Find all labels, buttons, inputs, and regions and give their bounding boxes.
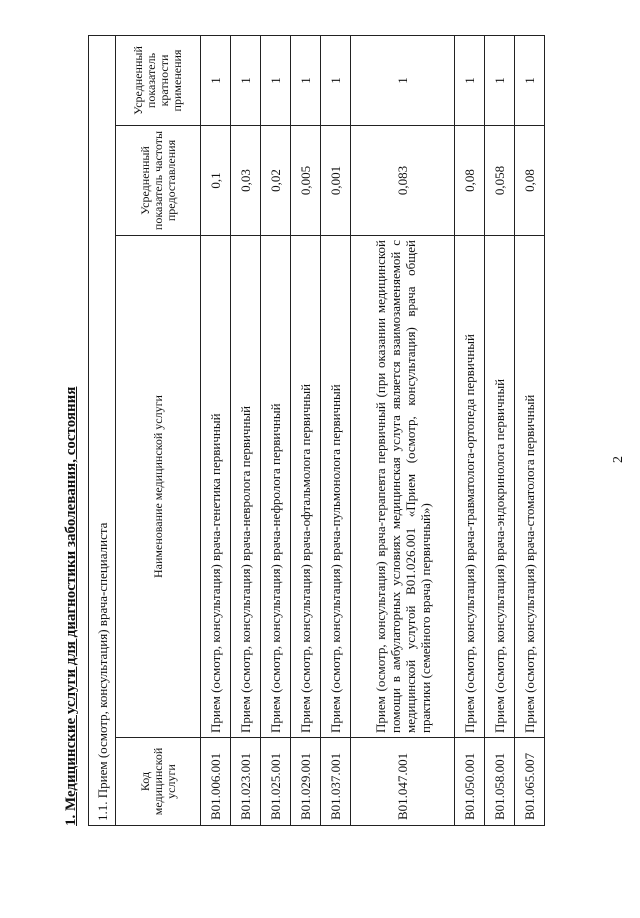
table-row (321, 35, 351, 825)
name-cell: Прием (осмотр, консультация) врача-невролога первичный (231, 236, 261, 738)
section-title: 1. Медицинские услуги для диагностики заболевания, состояния (63, 386, 79, 826)
code-cell: B01.023.001 (231, 738, 261, 826)
name-cell: Прием (осмотр, консультация) врача-терапевта первичный (при оказании медицинской помощи в амбулаторных условиях медицинская услуга является взаимозаменяемой с медицинской услугой B01.026.001 «Прием (осмотр, консультация) врача общей практики (семейного врача) первичный») (351, 236, 455, 738)
table-row (455, 35, 485, 825)
table-row (485, 35, 515, 825)
frequency-cell: 0,08 (455, 126, 485, 236)
name-cell: Прием (осмотр, консультация) врача-офтальмолога первичный (291, 236, 321, 738)
table-row (261, 35, 291, 825)
multiplicity-cell: 1 (351, 35, 455, 125)
name-cell: Прием (осмотр, консультация) врача-пульмонолога первичный (321, 236, 351, 738)
name-cell: Прием (осмотр, консультация) врача-травматолога-ортопеда первичный (455, 236, 485, 738)
table-row (291, 35, 321, 825)
frequency-cell: 0,03 (231, 126, 261, 236)
code-cell: B01.058.001 (485, 738, 515, 826)
services-table (88, 35, 545, 826)
header-frequency: Усредненный показатель частоты предоставления (116, 126, 201, 236)
code-cell: B01.047.001 (351, 738, 455, 826)
name-cell: Прием (осмотр, консультация) врача-эндокринолога первичный (485, 236, 515, 738)
header-row (116, 35, 201, 825)
frequency-cell: 0,02 (261, 126, 291, 236)
name-cell: Прием (осмотр, консультация) врача-генетика первичный (201, 236, 231, 738)
frequency-cell: 0,058 (485, 126, 515, 236)
frequency-cell: 0,005 (291, 126, 321, 236)
subsection-title: 1.1. Прием (осмотр, консультация) врача-специалиста (89, 35, 116, 825)
header-multiplicity: Усредненный показатель кратности применения (116, 35, 201, 125)
multiplicity-cell: 1 (231, 35, 261, 125)
multiplicity-cell: 1 (321, 35, 351, 125)
code-cell: B01.037.001 (321, 738, 351, 826)
name-cell: Прием (осмотр, консультация) врача-нефролога первичный (261, 236, 291, 738)
table-body (201, 35, 545, 825)
multiplicity-cell: 1 (485, 35, 515, 125)
name-cell: Прием (осмотр, консультация) врача-стоматолога первичный (515, 236, 545, 738)
frequency-cell: 0,1 (201, 126, 231, 236)
header-name: Наименование медицинской услуги (116, 236, 201, 738)
code-cell: B01.050.001 (455, 738, 485, 826)
table-row (231, 35, 261, 825)
code-cell: B01.065.007 (515, 738, 545, 826)
table-row (351, 35, 455, 825)
header-code: Код медицинской услуги (116, 738, 201, 826)
code-cell: B01.025.001 (261, 738, 291, 826)
subsection-row (89, 35, 116, 825)
code-cell: B01.006.001 (201, 738, 231, 826)
frequency-cell: 0,001 (321, 126, 351, 236)
code-cell: B01.029.001 (291, 738, 321, 826)
frequency-cell: 0,083 (351, 126, 455, 236)
multiplicity-cell: 1 (201, 35, 231, 125)
frequency-cell: 0,08 (515, 126, 545, 236)
multiplicity-cell: 1 (261, 35, 291, 125)
multiplicity-cell: 1 (515, 35, 545, 125)
table-row (201, 35, 231, 825)
page-number: 2 (611, 456, 626, 463)
table-row (515, 35, 545, 825)
multiplicity-cell: 1 (291, 35, 321, 125)
multiplicity-cell: 1 (455, 35, 485, 125)
